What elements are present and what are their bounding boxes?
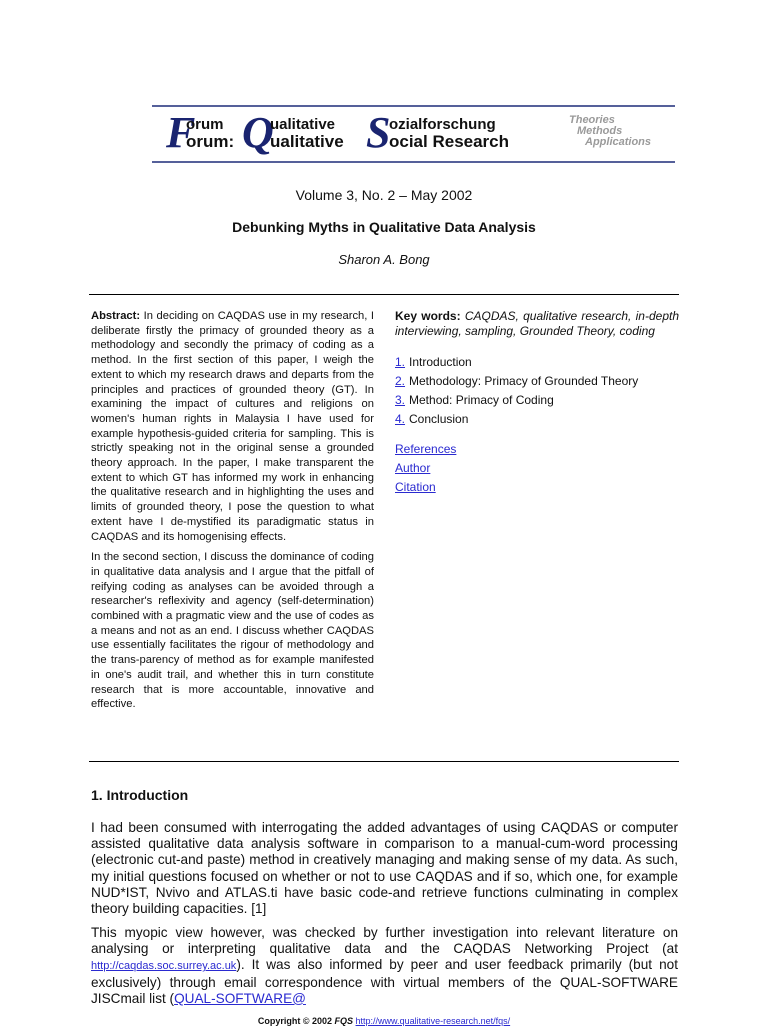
logo-qual-bottom: ualitative (270, 132, 344, 151)
page-footer (0, 1016, 768, 1026)
keywords-value: CAQDAS, qualitative research, in-depth interviewing, sampling, Grounded Theory, coding (395, 309, 679, 338)
toc-label-2: Methodology: Primacy of Grounded Theory (409, 374, 639, 388)
toc-item-2 (395, 372, 679, 391)
masthead-top-rule (152, 105, 675, 107)
toc-label-4: Conclusion (409, 412, 469, 426)
journal-tagline (569, 115, 679, 148)
logo-letter-q: Q (242, 108, 274, 157)
abstract-paragraph-1 (91, 309, 374, 544)
logo-forum-bottom: orum: (186, 132, 235, 151)
toc-link-3[interactable]: 3. (395, 393, 406, 407)
logo-soz-top: ozialforschung (389, 116, 496, 133)
reference-links (395, 440, 679, 497)
logo-qual-top: ualitative (270, 116, 336, 133)
divider-bottom (89, 761, 679, 762)
body-paragraph-1: I had been consumed with interrogating the added advantages of using CAQDAS or computer assisted qualitative data analysis software in comparison to a manual-cum-word processing (electronic cut-and paste) method in creatively managing and making sense of my data. As such, my initial questions focused on whether or not to use CAQDAS and if so, which one, for example NUD*IST, Nvivo and ATLAS.ti have basic code-and retrieve functions culminating in complex theory building capacities. [1] (91, 820, 678, 917)
references-link[interactable]: References (395, 442, 457, 456)
toc-link-2[interactable]: 2. (395, 374, 406, 388)
body-paragraph-2-text-a: This myopic view however, was checked by further investigation into relevant literature on analysing or interpreting qualitative data and the CAQDAS Networking Project (at (91, 925, 678, 957)
logo-forum-top: orum (186, 116, 224, 133)
toc-link-1[interactable]: 1. (395, 355, 406, 369)
toc-item-3 (395, 391, 679, 410)
article-author: Sharon A. Bong (338, 252, 430, 267)
abstract (91, 309, 374, 718)
sidebar-column (395, 309, 679, 497)
footer-url-link[interactable]: http://www.qualitative-research.net/fqs/ (355, 1016, 511, 1026)
toc-item-1 (395, 353, 679, 372)
keywords-label: Key words: (395, 309, 461, 323)
body-paragraph-2-text-b: ). It was also informed by peer and user feedback primarily (but not exclusively) through email correspondence with virtual members of the QUAL-SOFTWARE JISCmail list ( (91, 957, 678, 1006)
logo-soc-bottom: ocial Research (389, 132, 510, 151)
citation-link[interactable]: Citation (395, 480, 436, 494)
toc-item-4 (395, 410, 679, 429)
logo-letter-f: F (166, 108, 196, 157)
abstract-paragraph-2: In the second section, I discuss the dominance of coding in qualitative data analysis and I argue that the pitfall of reifying coding as analyses can be avoided through a researcher's reflexivity and agency (self-determination) combined with a pragmatic view and the use of codes as a means and not as an end. I discuss whether CAQDAS use essentially facilitates the rigour of methodology and the trans-parency of method as for example manifested in one's audit trail, and whether this in turn constitute research that is more accountable, innovative and effective. (91, 551, 374, 711)
volume-line: Volume 3, No. 2 – May 2002 (295, 187, 473, 203)
footer-copyright: Copyright © 2002 (257, 1016, 335, 1026)
body-paragraph-2 (91, 925, 678, 1007)
abstract-text-1: In deciding on CAQDAS use in my research, I deliberate firstly the primacy of grounded theory as a methodology and secondly the primacy of coding as a method. In the first section of this paper, I weigh the extent to which my research draws and departs from the principles and practices of grounded theory (GT). In examining the impact of cultures and religions on women's human rights in Malaysia I have used for example hypothesis-guided criteria for sampling. This is strictly speaking not in the original sense a grounded theory approach. In the paper, I make transparent the extent to which GT has informed my work in enhancing the qualitative research and in highlighting the uses and limits of grounded theory, I pose the question to what extent have I de-mystified its paradigmatic status in CAQDAS and its homogenising effects. (91, 310, 375, 543)
tagline-theories: Theories (569, 114, 615, 126)
qual-software-link[interactable]: QUAL-SOFTWARE@ (174, 990, 306, 1006)
author-link[interactable]: Author (395, 461, 431, 475)
section-heading: 1. Introduction (91, 787, 189, 803)
table-of-contents (395, 353, 679, 429)
toc-label-1: Introduction (409, 355, 472, 369)
toc-label-3: Method: Primacy of Coding (409, 393, 554, 407)
masthead-bottom-rule (152, 161, 675, 163)
tagline-methods: Methods (577, 125, 623, 137)
toc-link-4[interactable]: 4. (395, 412, 406, 426)
keywords (395, 309, 679, 339)
footer-fqs: FQS (334, 1016, 354, 1026)
article-title: Debunking Myths in Qualitative Data Analysis (232, 219, 536, 235)
logo-letter-s: S (366, 108, 391, 157)
abstract-label: Abstract: (91, 310, 141, 322)
divider-top (89, 294, 679, 295)
journal-logo (166, 108, 546, 157)
tagline-applications: Applications (585, 136, 652, 148)
caqdas-link[interactable]: http://caqdas.soc.surrey.ac.uk (91, 960, 237, 973)
